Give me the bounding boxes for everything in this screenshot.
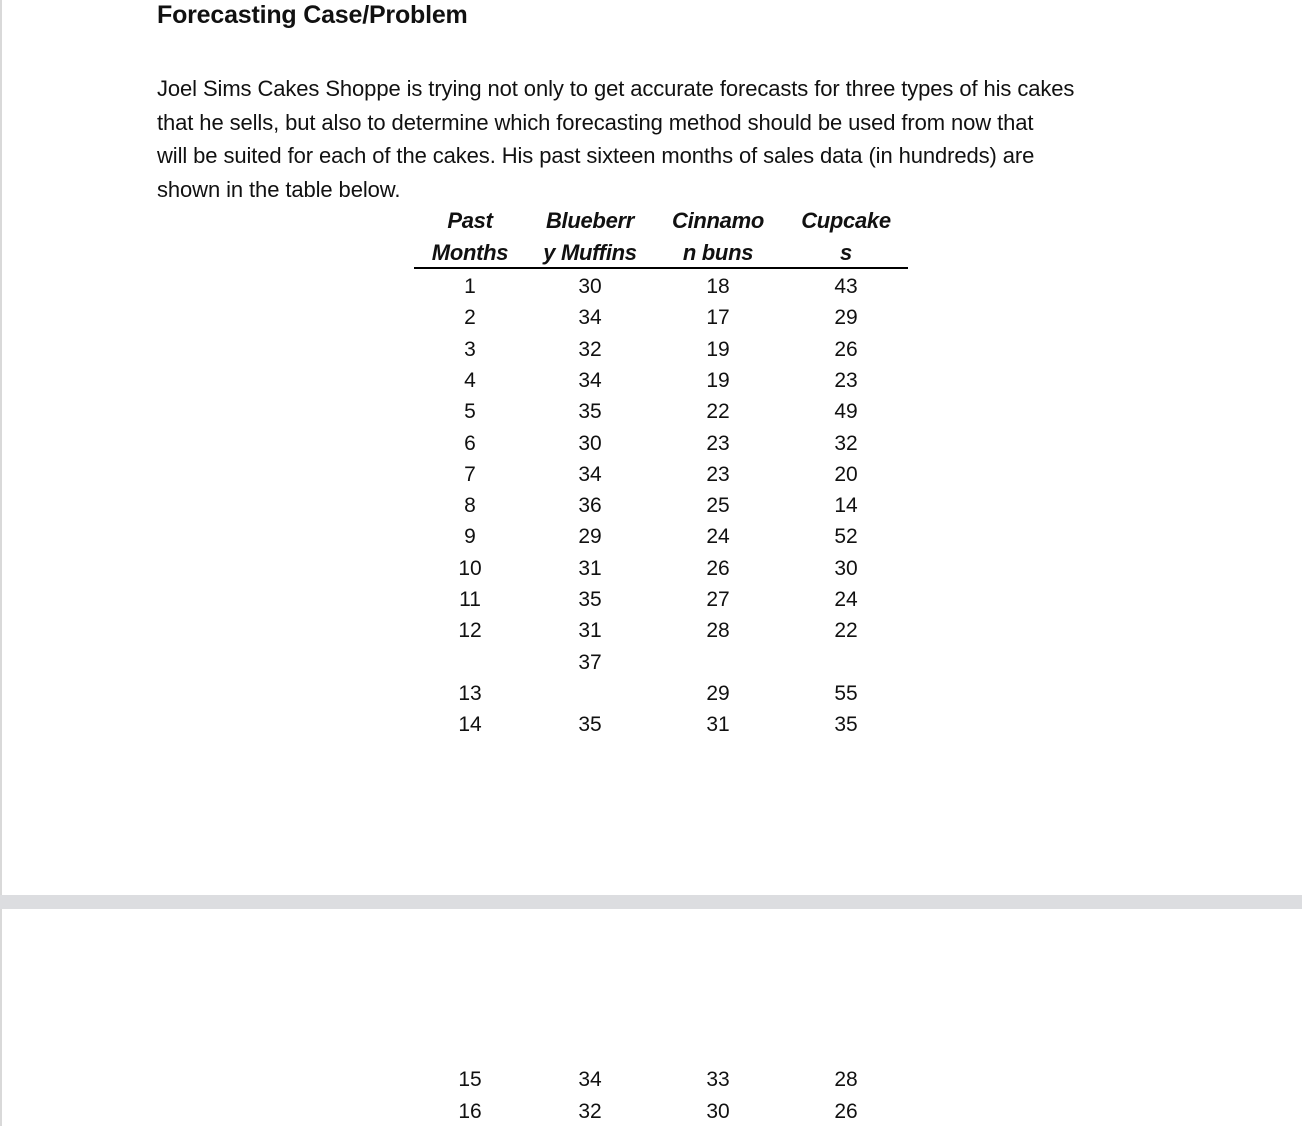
intro-line: shown in the table below. — [157, 176, 401, 202]
table-cell-cinnamon-buns: 24 — [706, 525, 730, 549]
table-cell-month: 4 — [464, 368, 476, 392]
table-cell-cinnamon-buns: 23 — [706, 462, 730, 486]
table-cell-cinnamon-buns — [653, 649, 783, 677]
table-cell-cupcakes: 20 — [834, 462, 858, 486]
table-cell-blueberry-muffins: 36 — [578, 494, 602, 518]
table-cell-cupcakes: 14 — [834, 494, 858, 518]
table-cell-month: 3 — [464, 337, 476, 361]
table-cell-month: 7 — [464, 462, 476, 486]
table-cell-cupcakes: 30 — [834, 556, 858, 580]
table-cell-cupcakes: 28 — [834, 1068, 858, 1091]
table-cell-month: 13 — [458, 681, 482, 705]
table-cell-cupcakes: 22 — [834, 619, 858, 643]
table-cell-cinnamon-buns: 26 — [706, 556, 730, 580]
table-cell-cinnamon-buns: 28 — [706, 619, 730, 643]
table-cell-cupcakes: 26 — [834, 337, 858, 361]
table-header-blueberry-muffins: Blueberr — [545, 208, 635, 233]
table-cell-cupcakes: 52 — [834, 525, 858, 549]
header-rule — [414, 267, 908, 269]
intro-paragraph — [157, 72, 1137, 206]
table-header-month: Past — [447, 208, 493, 233]
table-cell-month: 12 — [458, 619, 482, 643]
table-cell-month: 14 — [458, 713, 482, 737]
table-cell-cinnamon-buns: 22 — [706, 400, 730, 424]
table-cell-month: 8 — [464, 494, 476, 518]
table-header-cupcakes: Cupcake — [801, 208, 891, 233]
table-cell-cupcakes: 35 — [834, 713, 858, 737]
table-cell-blueberry-muffins: 32 — [578, 1100, 602, 1123]
table-cell-blueberry-muffins: 30 — [578, 431, 602, 455]
table-header-blueberry-muffins: y Muffins — [543, 240, 637, 265]
table-header-cinnamon-buns: Cinnamo — [671, 208, 764, 233]
table-cell-blueberry-muffins: 34 — [578, 368, 602, 392]
table-cell-month: 6 — [464, 431, 476, 455]
table-cell-cupcakes: 26 — [834, 1100, 858, 1123]
table-cell-cupcakes: 43 — [834, 275, 858, 298]
table-cell-month: 1 — [464, 275, 476, 298]
table-cell-cupcakes: 55 — [834, 681, 858, 705]
table-cell-month — [405, 649, 535, 677]
table-cell-month: 15 — [458, 1068, 482, 1091]
table-cell-month: 5 — [464, 400, 476, 424]
table-cell-cinnamon-buns: 19 — [706, 368, 730, 392]
table-cell-cinnamon-buns: 31 — [706, 713, 730, 737]
document-title: Forecasting Case/Problem — [157, 1, 468, 29]
table-cell-month: 11 — [459, 588, 481, 611]
table-cell-blueberry-muffins — [525, 680, 655, 708]
table-cell-blueberry-muffins: 35 — [578, 713, 602, 737]
table-cell-blueberry-muffins: 37 — [578, 650, 602, 674]
table-cell-blueberry-muffins: 35 — [578, 588, 602, 611]
table-cell-blueberry-muffins: 31 — [578, 619, 602, 643]
table-cell-cinnamon-buns: 23 — [706, 431, 730, 455]
table-cell-cinnamon-buns: 19 — [706, 337, 730, 361]
table-cell-blueberry-muffins: 31 — [578, 556, 602, 580]
table-cell-cinnamon-buns: 33 — [706, 1068, 730, 1091]
table-cell-month: 9 — [464, 525, 476, 549]
table-cell-cupcakes: 24 — [834, 588, 858, 611]
table-cell-month: 2 — [464, 306, 476, 330]
table-cell-cupcakes: 32 — [834, 431, 858, 455]
table-cell-cinnamon-buns: 17 — [706, 306, 730, 330]
table-cell-month: 16 — [458, 1100, 482, 1123]
table-cell-month: 10 — [458, 556, 482, 580]
table-cell-cupcakes: 23 — [834, 368, 858, 392]
table-cell-cinnamon-buns: 29 — [706, 681, 730, 705]
table-header-month: Months — [431, 240, 509, 265]
table-cell-blueberry-muffins: 32 — [578, 337, 602, 361]
table-cell-cinnamon-buns: 18 — [706, 275, 730, 298]
table-cell-blueberry-muffins: 35 — [578, 400, 602, 424]
page-separator — [0, 895, 1302, 909]
table-cell-cinnamon-buns: 27 — [706, 588, 730, 611]
table-cell-cupcakes: 29 — [834, 306, 858, 330]
table-cell-blueberry-muffins: 29 — [578, 525, 602, 549]
table-cell-cupcakes: 49 — [834, 400, 858, 424]
table-cell-blueberry-muffins: 34 — [578, 462, 602, 486]
table-cell-blueberry-muffins: 34 — [578, 306, 602, 330]
table-cell-cupcakes — [781, 649, 911, 677]
intro-line: that he sells, but also to determine which forecasting method should be used from now that — [157, 109, 1034, 135]
table-header-cupcakes: s — [840, 240, 852, 265]
table-cell-blueberry-muffins: 34 — [578, 1068, 602, 1091]
document-page-2 — [0, 909, 1302, 1126]
table-header-cinnamon-buns: n buns — [682, 240, 754, 265]
intro-line: Joel Sims Cakes Shoppe is trying not only to get accurate forecasts for three types of his cakes — [157, 76, 1075, 101]
intro-line: will be suited for each of the cakes. His past sixteen months of sales data (in hundreds) are — [157, 143, 1035, 168]
table-cell-blueberry-muffins: 30 — [578, 275, 602, 298]
table-cell-cinnamon-buns: 30 — [706, 1100, 730, 1123]
table-cell-cinnamon-buns: 25 — [706, 494, 730, 518]
